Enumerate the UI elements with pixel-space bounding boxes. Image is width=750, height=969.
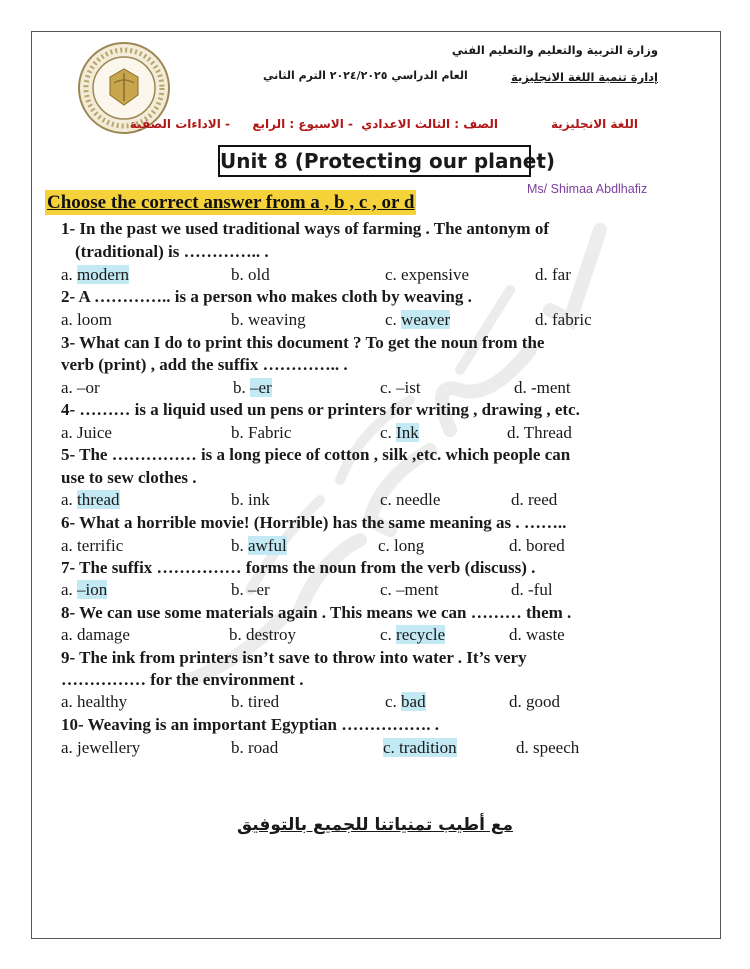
q1-option-d: d. far xyxy=(535,265,571,284)
question-4-stem: 4- ……… is a liquid used un pens or printers for writing , drawing , etc. xyxy=(61,400,580,419)
q3-option-d: d. -ment xyxy=(514,378,571,397)
question-3-stem-cont: verb (print) , add the suffix ………….. . xyxy=(61,355,348,374)
question-7-stem: 7- The suffix …………… forms the noun from the verb (discuss) . xyxy=(61,558,536,577)
question-3-stem: 3- What can I do to print this document ? To get the noun from the xyxy=(61,333,545,352)
q4-option-c: c. Ink xyxy=(380,423,419,442)
q8-option-a: a. damage xyxy=(61,625,130,644)
question-8-stem: 8- We can use some materials again . This means we can ……… them . xyxy=(61,603,572,622)
q9-option-a: a. healthy xyxy=(61,692,128,711)
q1-option-c: c. expensive xyxy=(385,265,470,284)
question-1-stem-cont: (traditional) is ………….. . xyxy=(75,242,269,261)
question-5-stem: 5- The …………… is a long piece of cotton , silk ,etc. which people can xyxy=(61,445,571,464)
q9-option-d: d. good xyxy=(509,692,560,711)
q2-option-c: c. weaver xyxy=(385,310,451,329)
instruction-heading: Choose the correct answer from a , b , c , or d xyxy=(47,192,415,213)
activity-label: - الاداءات الصفية xyxy=(129,117,230,131)
q9-option-b: b. tired xyxy=(231,692,280,711)
q2-option-b: b. weaving xyxy=(231,310,306,329)
q6-option-d: d. bored xyxy=(509,536,565,555)
q8-option-c: c. recycle xyxy=(380,625,446,644)
q8-option-d: d. waste xyxy=(509,625,565,644)
q5-option-c: c. needle xyxy=(380,490,441,509)
question-9-stem-cont: …………… for the environment . xyxy=(61,670,304,689)
q7-option-d: d. -ful xyxy=(511,580,553,599)
q6-option-c: c. long xyxy=(378,536,425,555)
grade-label: الصف : الثالث الاعدادي xyxy=(361,117,498,131)
question-10-stem: 10- Weaving is an important Egyptian ……………. . xyxy=(61,715,439,734)
q4-option-d: d. Thread xyxy=(507,423,572,442)
department-name: إدارة تنمية اللغة الانجليزية xyxy=(511,70,658,84)
q5-option-a: a. thread xyxy=(61,490,120,509)
closing-wishes: مع أطيب تمنياتنا للجميع بالتوفيق xyxy=(236,815,513,835)
unit-title: Unit 8 (Protecting our planet) xyxy=(218,145,531,177)
q4-option-b: b. Fabric xyxy=(231,423,292,442)
q8-option-b: b. destroy xyxy=(229,625,297,644)
q2-option-a: a. loom xyxy=(61,310,112,329)
q3-option-b: b. –er xyxy=(233,378,272,397)
question-1-stem: 1- In the past we used traditional ways of farming . The antonym of xyxy=(61,219,549,238)
q1-option-a: a. modern xyxy=(61,265,129,284)
question-5-stem-cont: use to sew clothes . xyxy=(61,468,197,487)
question-6-stem: 6- What a horrible movie! (Horrible) has the same meaning as . …….. xyxy=(61,513,567,532)
q1-option-b: b. old xyxy=(231,265,270,284)
q2-option-d: d. fabric xyxy=(535,310,592,329)
q3-option-c: c. –ist xyxy=(380,378,421,397)
q4-option-a: a. Juice xyxy=(61,423,112,442)
question-2-stem: 2- A ………….. is a person who makes cloth by weaving . xyxy=(61,287,472,306)
q3-option-a: a. –or xyxy=(61,378,100,397)
academic-year: العام الدراسي ٢٠٢٤/٢٠٢٥ الترم الثاني xyxy=(263,69,468,82)
q7-option-b: b. –er xyxy=(231,580,270,599)
q10-option-a: a. jewellery xyxy=(61,738,141,757)
subject-label: اللغة الانجليزية xyxy=(551,117,638,131)
q7-option-c: c. –ment xyxy=(380,580,439,599)
q10-option-b: b. road xyxy=(231,738,279,757)
q5-option-d: d. reed xyxy=(511,490,558,509)
q9-option-c: c. bad xyxy=(385,692,426,711)
q7-option-a: a. –ion xyxy=(61,580,108,599)
q6-option-b: b. awful xyxy=(231,536,287,555)
question-9-stem: 9- The ink from printers isn’t save to throw into water . It’s very xyxy=(61,648,527,667)
teacher-name: Ms/ Shimaa Abdlhafiz xyxy=(527,182,648,196)
q5-option-b: b. ink xyxy=(231,490,270,509)
q10-option-d: d. speech xyxy=(516,738,580,757)
q10-option-c: c. tradition xyxy=(383,738,457,757)
week-label: - الاسبوع : الرابع xyxy=(252,117,353,131)
q6-option-a: a. terrific xyxy=(61,536,124,555)
ministry-name: وزارة التربية والتعليم والتعليم الفني xyxy=(451,43,658,57)
